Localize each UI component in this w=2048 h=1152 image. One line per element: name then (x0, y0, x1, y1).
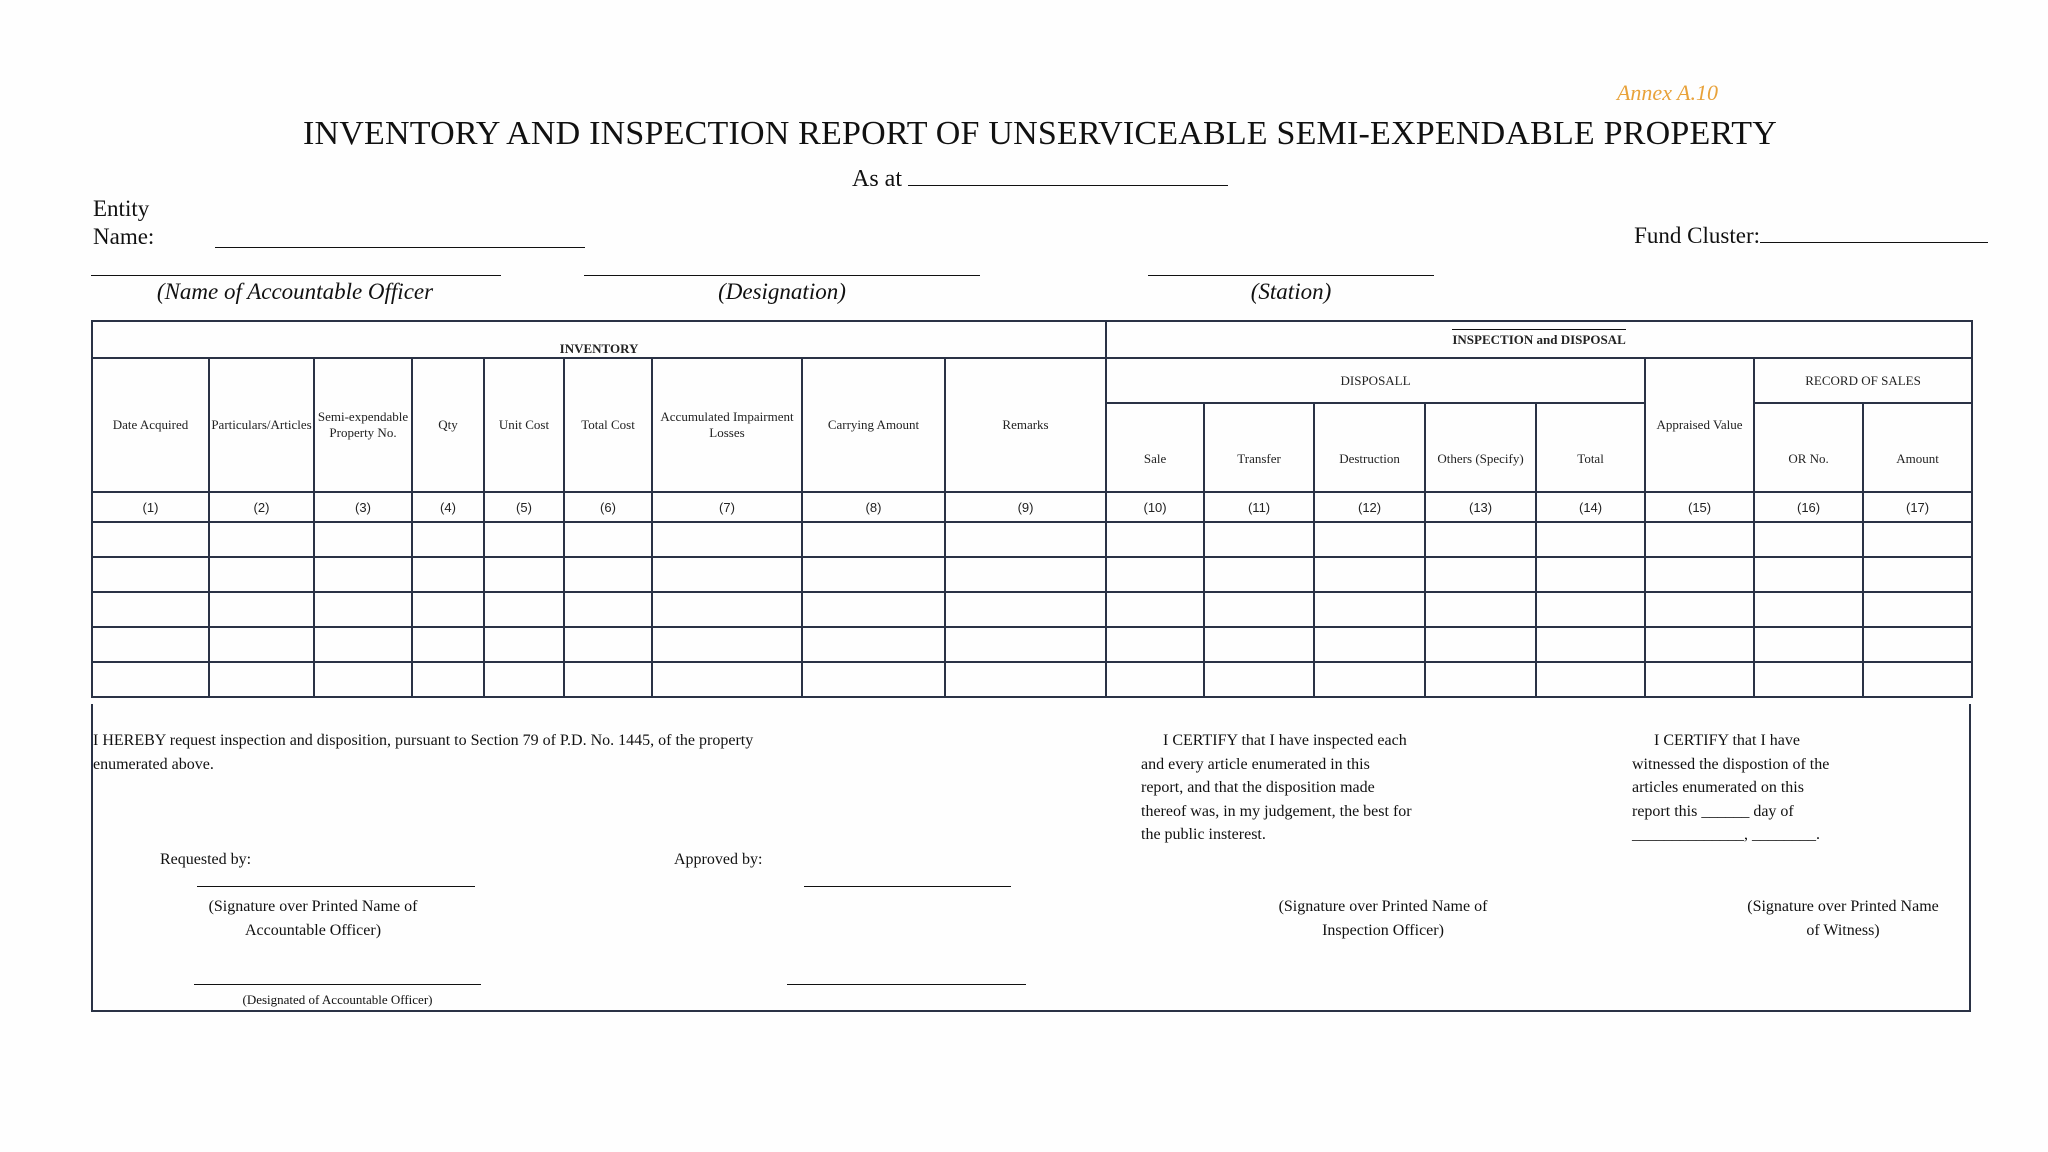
disposal-header: DISPOSALL (1106, 358, 1645, 403)
certify-inspect-line: and every article enumerated in this (1141, 755, 1370, 773)
table-cell[interactable] (945, 522, 1106, 557)
table-cell[interactable] (1536, 522, 1645, 557)
entity-label-line2: Name: (93, 224, 155, 249)
col-others: Others (Specify) (1425, 403, 1536, 492)
inventory-header: INVENTORY (92, 321, 1106, 358)
col-particulars: Particulars/Articles (209, 358, 314, 492)
col-num: (9) (945, 492, 1106, 522)
col-num: (5) (484, 492, 564, 522)
table-cell[interactable] (1425, 662, 1536, 697)
table-cell[interactable] (1754, 662, 1863, 697)
table-cell[interactable] (412, 557, 484, 592)
col-destruction: Destruction (1314, 403, 1425, 492)
table-cell[interactable] (802, 522, 945, 557)
inspection-caption-line1: (Signature over Printed Name of (1278, 898, 1488, 915)
designation-signature-line[interactable] (194, 984, 481, 985)
table-cell[interactable] (1106, 557, 1204, 592)
table-cell[interactable] (1314, 592, 1425, 627)
table-cell[interactable] (1204, 557, 1314, 592)
table-cell[interactable] (92, 522, 209, 557)
table-cell[interactable] (314, 662, 412, 697)
table-cell[interactable] (564, 662, 652, 697)
certification-box (91, 704, 1971, 1012)
certify-witness-line: ______________, ________. (1632, 826, 1820, 843)
table-cell[interactable] (1204, 627, 1314, 662)
as-at-label: As at (852, 166, 902, 192)
col-date-acquired: Date Acquired (92, 358, 209, 492)
certify-inspect-line: report, and that the disposition made (1141, 779, 1375, 796)
as-at-line[interactable] (908, 165, 1228, 186)
col-num: (12) (1314, 492, 1425, 522)
table-cell[interactable] (564, 592, 652, 627)
table-cell[interactable] (314, 592, 412, 627)
col-unit-cost: Unit Cost (484, 358, 564, 492)
accountable-caption-line2: Accountable Officer) (244, 921, 382, 939)
annex-label: Annex A.10 (1616, 80, 1718, 105)
officer-name-line[interactable] (91, 275, 501, 276)
witness-signature-caption (1693, 895, 1993, 942)
table-cell[interactable] (484, 662, 564, 697)
table-cell[interactable] (802, 662, 945, 697)
table-cell[interactable] (1645, 522, 1754, 557)
inspection-disposal-header (1106, 321, 1972, 358)
col-num: (16) (1754, 492, 1863, 522)
table-row (92, 627, 1972, 662)
certify-witness-line: I CERTIFY that I have (1654, 732, 1800, 749)
table-cell[interactable] (1754, 592, 1863, 627)
table-cell[interactable] (412, 592, 484, 627)
station-caption: (Station) (1250, 279, 1332, 304)
table-row (92, 557, 1972, 592)
table-cell[interactable] (484, 557, 564, 592)
col-property-no: Semi-expendable Property No. (314, 358, 412, 492)
approved-designation-line[interactable] (787, 984, 1026, 985)
table-cell[interactable] (802, 592, 945, 627)
table-row (92, 662, 1972, 697)
fund-cluster-label: Fund Cluster: (1634, 223, 1760, 248)
table-cell[interactable] (652, 662, 802, 697)
table-cell[interactable] (1536, 592, 1645, 627)
col-num: (11) (1204, 492, 1314, 522)
table-cell[interactable] (209, 662, 314, 697)
table-cell[interactable] (209, 522, 314, 557)
certify-witness-line: witnessed the dispostion of the (1632, 755, 1830, 773)
table-cell[interactable] (802, 627, 945, 662)
table-cell[interactable] (1204, 522, 1314, 557)
table-cell[interactable] (1863, 592, 1972, 627)
table-cell[interactable] (1536, 662, 1645, 697)
request-text-line1: I HEREBY request inspection and disposition, pursuant to Section 79 of P.D. No. 1445, of the property (93, 732, 754, 749)
designated-caption: (Designated of Accountable Officer) (242, 992, 433, 1007)
blank-rows (92, 522, 1972, 697)
col-impairment: Accumulated Impairment Losses (652, 358, 802, 492)
table-row (92, 522, 1972, 557)
table-cell[interactable] (945, 557, 1106, 592)
fund-cluster-line[interactable] (1760, 222, 1988, 243)
col-num: (15) (1645, 492, 1754, 522)
col-num: (6) (564, 492, 652, 522)
table-cell[interactable] (92, 557, 209, 592)
col-sale: Sale (1106, 403, 1204, 492)
table-cell[interactable] (564, 627, 652, 662)
certify-inspect-line: I CERTIFY that I have inspected each (1163, 732, 1407, 749)
col-qty: Qty (412, 358, 484, 492)
officer-caption: (Name of Accountable Officer (156, 279, 434, 304)
table-cell[interactable] (1754, 522, 1863, 557)
table-cell[interactable] (1314, 557, 1425, 592)
page-title: INVENTORY AND INSPECTION REPORT OF UNSERVICEABLE SEMI-EXPENDABLE PROPERTY (303, 115, 1777, 152)
table-cell[interactable] (945, 592, 1106, 627)
accountable-signature-caption (163, 895, 463, 942)
table-cell[interactable] (1425, 557, 1536, 592)
col-num: (17) (1863, 492, 1972, 522)
table-cell[interactable] (802, 557, 945, 592)
table-section-row (92, 321, 1972, 358)
certify-witness-line: articles enumerated on this (1632, 779, 1804, 796)
col-num: (7) (652, 492, 802, 522)
col-num: (14) (1536, 492, 1645, 522)
table-cell[interactable] (209, 592, 314, 627)
table-cell[interactable] (1754, 557, 1863, 592)
table-cell[interactable] (412, 522, 484, 557)
table-cell[interactable] (1204, 592, 1314, 627)
table-cell[interactable] (314, 627, 412, 662)
table-header-row-1 (92, 358, 1972, 403)
table-cell[interactable] (484, 627, 564, 662)
col-num: (10) (1106, 492, 1204, 522)
approved-by-label: Approved by: (674, 851, 763, 868)
request-text-line2: enumerated above. (93, 755, 214, 773)
table-cell[interactable] (1106, 522, 1204, 557)
table-cell[interactable] (1314, 662, 1425, 697)
table-cell[interactable] (92, 627, 209, 662)
table-cell[interactable] (1645, 557, 1754, 592)
table-cell[interactable] (1425, 627, 1536, 662)
table-cell[interactable] (1425, 522, 1536, 557)
table-cell[interactable] (1645, 627, 1754, 662)
entity-label-line1: Entity (93, 196, 150, 221)
table-cell[interactable] (1536, 557, 1645, 592)
table-cell[interactable] (1204, 662, 1314, 697)
table-cell[interactable] (1106, 592, 1204, 627)
designation-line[interactable] (584, 275, 980, 276)
col-total-cost: Total Cost (564, 358, 652, 492)
table-cell[interactable] (1645, 662, 1754, 697)
col-or-no: OR No. (1754, 403, 1863, 492)
certify-witness-line: report this ______ day of (1632, 802, 1794, 820)
table-cell[interactable] (945, 662, 1106, 697)
col-num: (1) (92, 492, 209, 522)
col-num: (3) (314, 492, 412, 522)
certify-witness-text (1632, 729, 1829, 847)
station-line[interactable] (1148, 275, 1434, 276)
table-cell[interactable] (484, 592, 564, 627)
approved-signature-line[interactable] (804, 886, 1011, 887)
certify-inspect-text (1141, 729, 1412, 847)
column-number-row (92, 492, 1972, 522)
table-cell[interactable] (314, 557, 412, 592)
table-cell[interactable] (92, 662, 209, 697)
table-cell[interactable] (1863, 627, 1972, 662)
table-cell[interactable] (484, 522, 564, 557)
table-cell[interactable] (564, 522, 652, 557)
table-cell[interactable] (1106, 662, 1204, 697)
fund-cluster-field (1634, 222, 1988, 249)
table-cell[interactable] (564, 557, 652, 592)
table-cell[interactable] (412, 627, 484, 662)
table-cell[interactable] (652, 592, 802, 627)
entity-name-line[interactable] (215, 247, 585, 248)
witness-caption-line2: of Witness) (1806, 921, 1880, 939)
requested-signature-line[interactable] (197, 886, 475, 887)
as-at-field (0, 165, 2048, 193)
table-cell[interactable] (412, 662, 484, 697)
col-appraised-value: Appraised Value (1645, 358, 1754, 492)
table-cell[interactable] (209, 627, 314, 662)
table-cell[interactable] (314, 522, 412, 557)
col-total: Total (1536, 403, 1645, 492)
table-cell[interactable] (92, 592, 209, 627)
table-cell[interactable] (1536, 627, 1645, 662)
table-cell[interactable] (1863, 522, 1972, 557)
table-cell[interactable] (1645, 592, 1754, 627)
col-carrying-amount: Carrying Amount (802, 358, 945, 492)
table-cell[interactable] (1754, 627, 1863, 662)
inventory-table (91, 320, 1973, 698)
designation-caption: (Designation) (718, 279, 846, 304)
table-cell[interactable] (1425, 592, 1536, 627)
certify-inspect-line: the public insterest. (1141, 826, 1266, 843)
table-row (92, 592, 1972, 627)
certify-inspect-line: thereof was, in my judgement, the best for (1141, 802, 1412, 820)
inspection-disposal-label: INSPECTION and DISPOSAL (1452, 329, 1625, 347)
witness-caption-line1: (Signature over Printed Name (1747, 898, 1939, 915)
col-transfer: Transfer (1204, 403, 1314, 492)
requested-by-label: Requested by: (160, 851, 252, 868)
table-cell[interactable] (209, 557, 314, 592)
inspection-caption-line2: Inspection Officer) (1322, 921, 1444, 939)
table-cell[interactable] (945, 627, 1106, 662)
table-cell[interactable] (652, 522, 802, 557)
col-remarks: Remarks (945, 358, 1106, 492)
table-cell[interactable] (652, 627, 802, 662)
col-num: (4) (412, 492, 484, 522)
record-sales-header: RECORD OF SALES (1754, 358, 1972, 403)
table-cell[interactable] (1863, 662, 1972, 697)
entity-name-label (93, 195, 154, 251)
col-num: (13) (1425, 492, 1536, 522)
request-text (93, 729, 753, 776)
table-cell[interactable] (652, 557, 802, 592)
col-num: (8) (802, 492, 945, 522)
col-amount: Amount (1863, 403, 1972, 492)
col-num: (2) (209, 492, 314, 522)
inspection-signature-caption (1223, 895, 1543, 942)
table-cell[interactable] (1863, 557, 1972, 592)
table-cell[interactable] (1106, 627, 1204, 662)
accountable-caption-line1: (Signature over Printed Name of (208, 898, 418, 915)
table-cell[interactable] (1314, 522, 1425, 557)
table-cell[interactable] (1314, 627, 1425, 662)
